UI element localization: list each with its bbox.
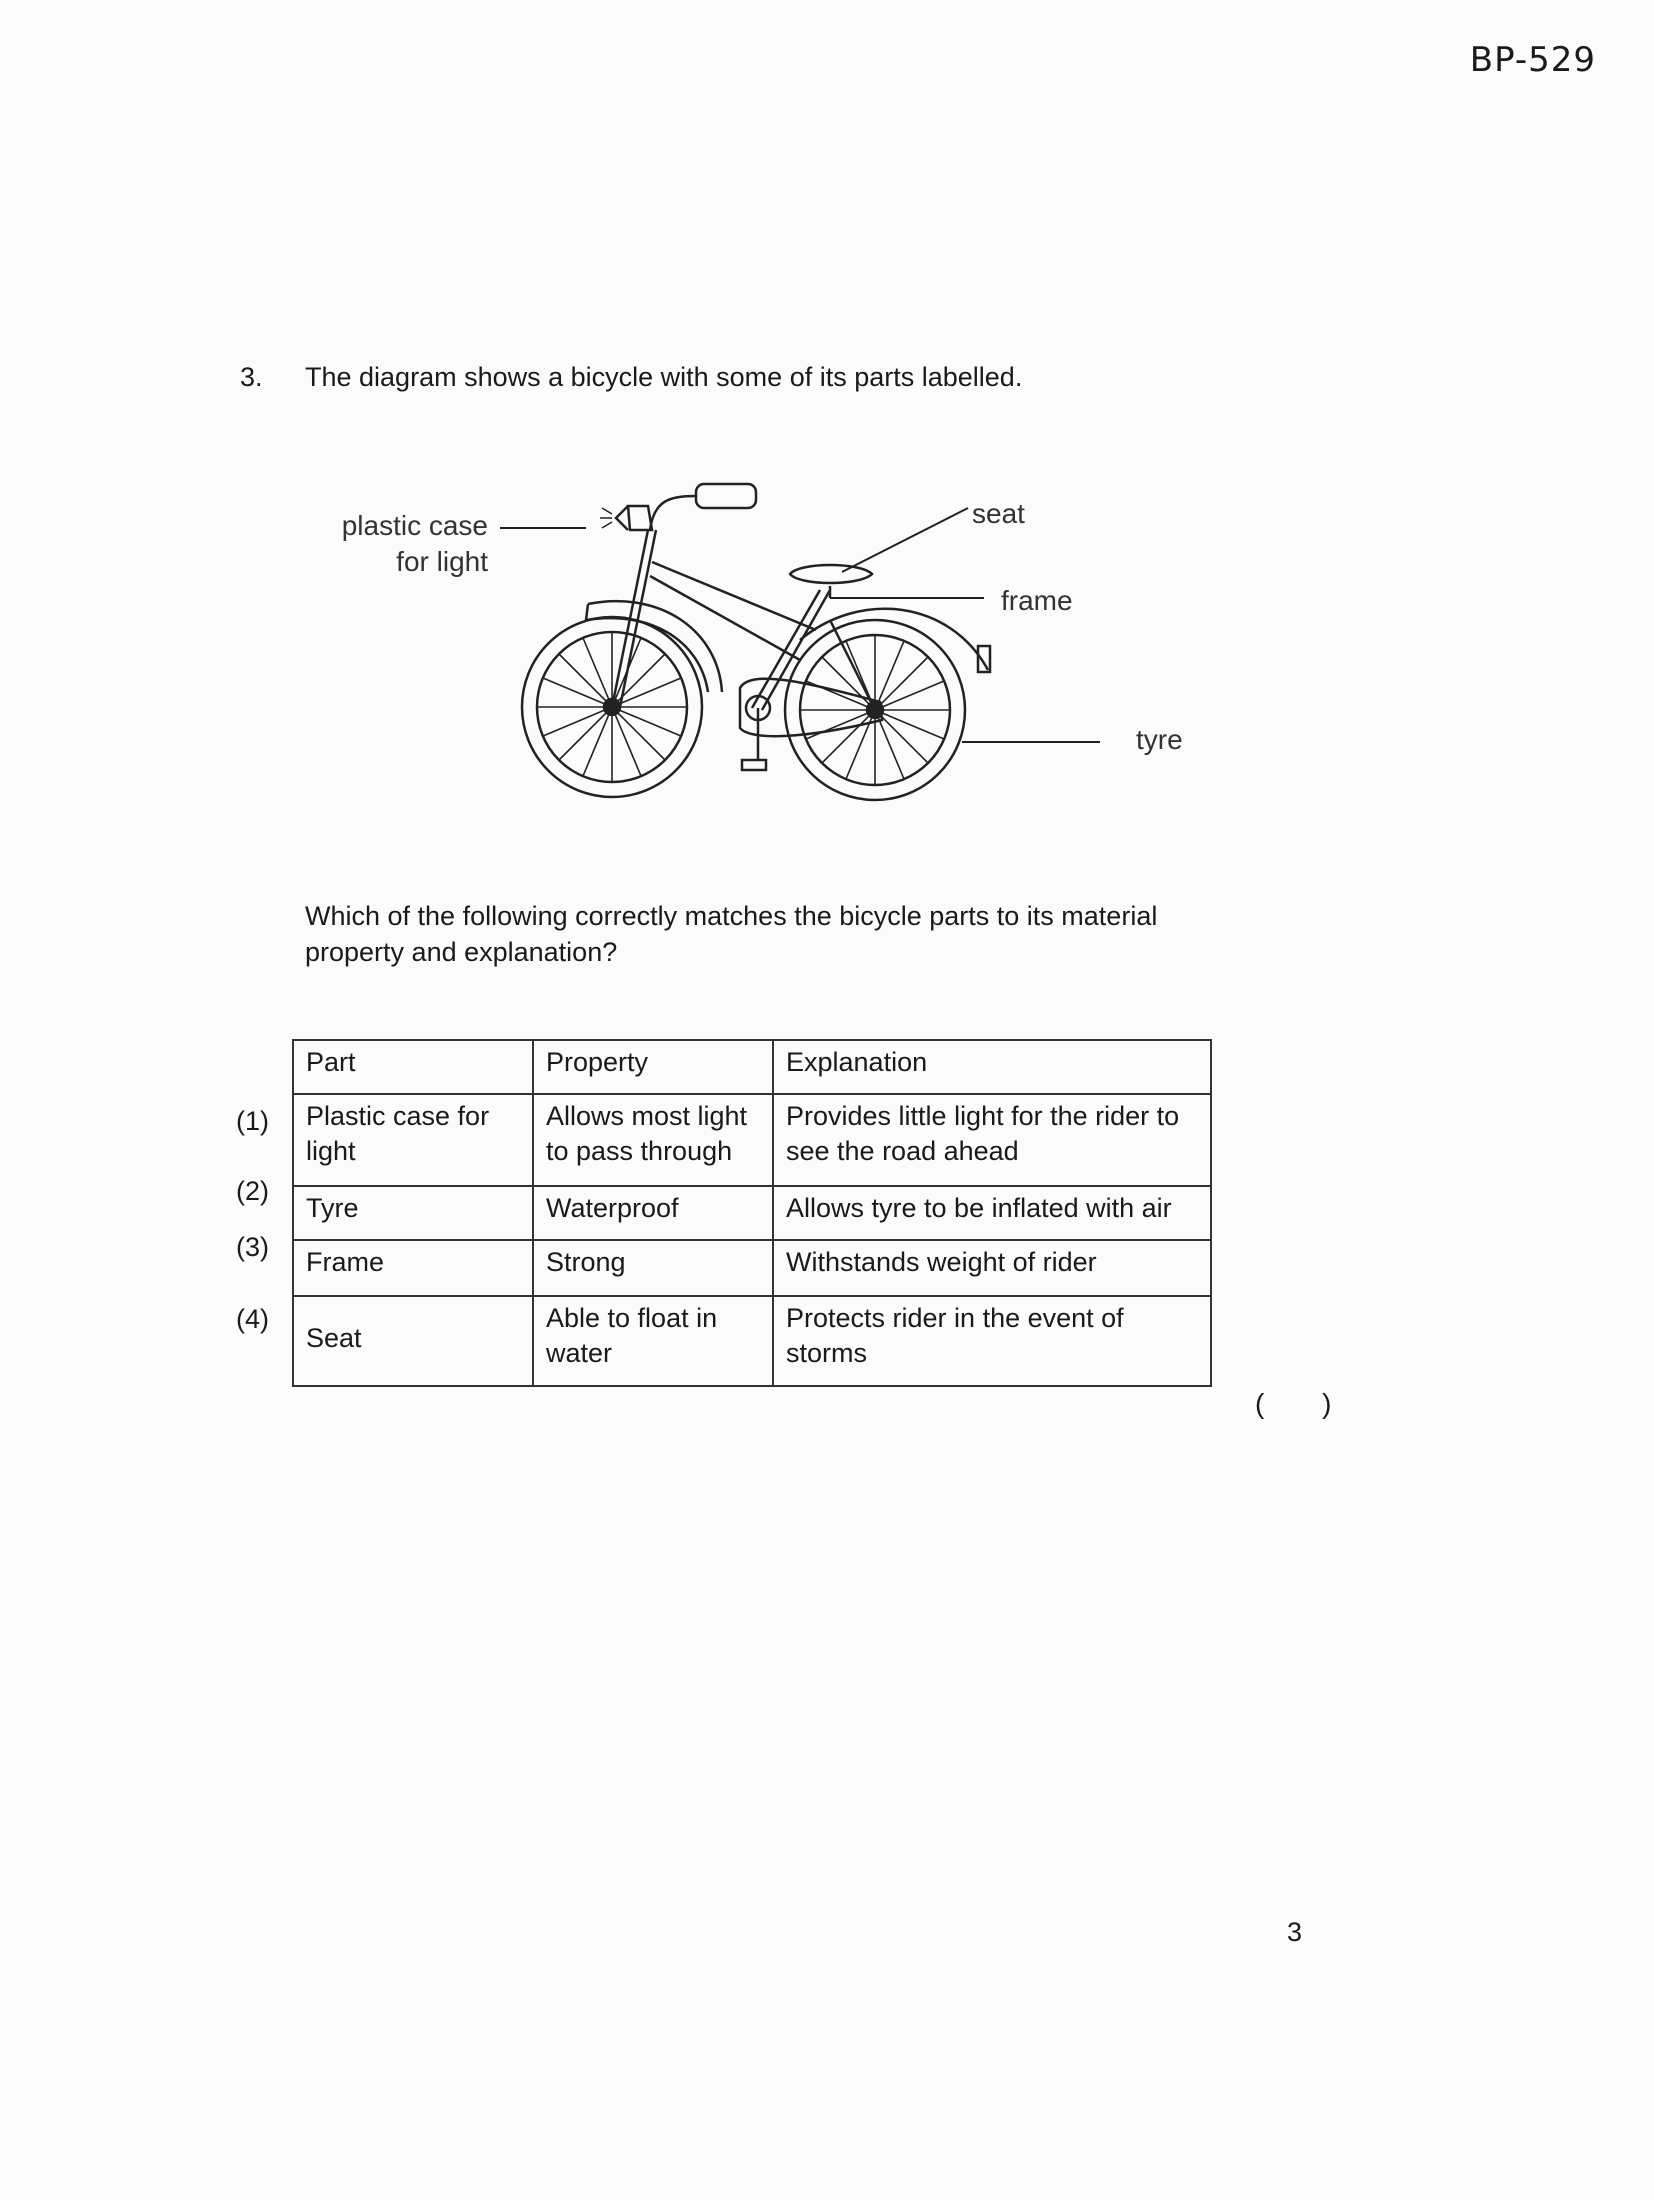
paper-code: BP-529 [1469,40,1596,80]
page-number: 3 [1287,1917,1303,1947]
question-number: 3. [240,362,263,392]
cell-explanation: Protects rider in the event of storms [773,1296,1211,1386]
cell-property: Waterproof [533,1186,773,1240]
label-plastic-case: plastic case for light [341,510,488,577]
cell-part: Tyre [293,1186,533,1240]
option-number[interactable]: (2) [236,1176,269,1206]
option-number[interactable]: (1) [236,1106,269,1136]
cell-part: Seat [293,1296,533,1386]
cell-part: Plastic case for light [293,1094,533,1186]
cell-property: Able to float in water [533,1296,773,1386]
question-stem: The diagram shows a bicycle with some of its parts labelled. [305,362,1023,392]
cell-part: Frame [293,1240,533,1296]
cell-property: Allows most light to pass through [533,1094,773,1186]
options-table [292,1039,1212,1387]
header-part: Part [293,1040,533,1094]
table-row[interactable] [293,1240,1211,1296]
label-frame: frame [1001,585,1073,616]
cell-explanation: Withstands weight of rider [773,1240,1211,1296]
answer-bracket[interactable]: ( ) [1255,1388,1332,1419]
question-prompt: Which of the following correctly matches the bicycle parts to its material property and explanation? [305,901,1158,967]
cell-explanation: Allows tyre to be inflated with air [773,1186,1211,1240]
option-number[interactable]: (4) [236,1304,269,1334]
header-explanation: Explanation [773,1040,1211,1094]
table-header-row [293,1040,1211,1094]
bicycle-diagram [500,470,1100,830]
label-tyre: tyre [1136,724,1183,755]
leader-seat [842,508,968,572]
cell-property: Strong [533,1240,773,1296]
label-seat: seat [972,498,1025,529]
table-row[interactable] [293,1296,1211,1386]
cell-explanation: Provides little light for the rider to see the road ahead [773,1094,1211,1186]
option-number[interactable]: (3) [236,1232,269,1262]
table-row[interactable] [293,1094,1211,1186]
header-property: Property [533,1040,773,1094]
table-row[interactable] [293,1186,1211,1240]
